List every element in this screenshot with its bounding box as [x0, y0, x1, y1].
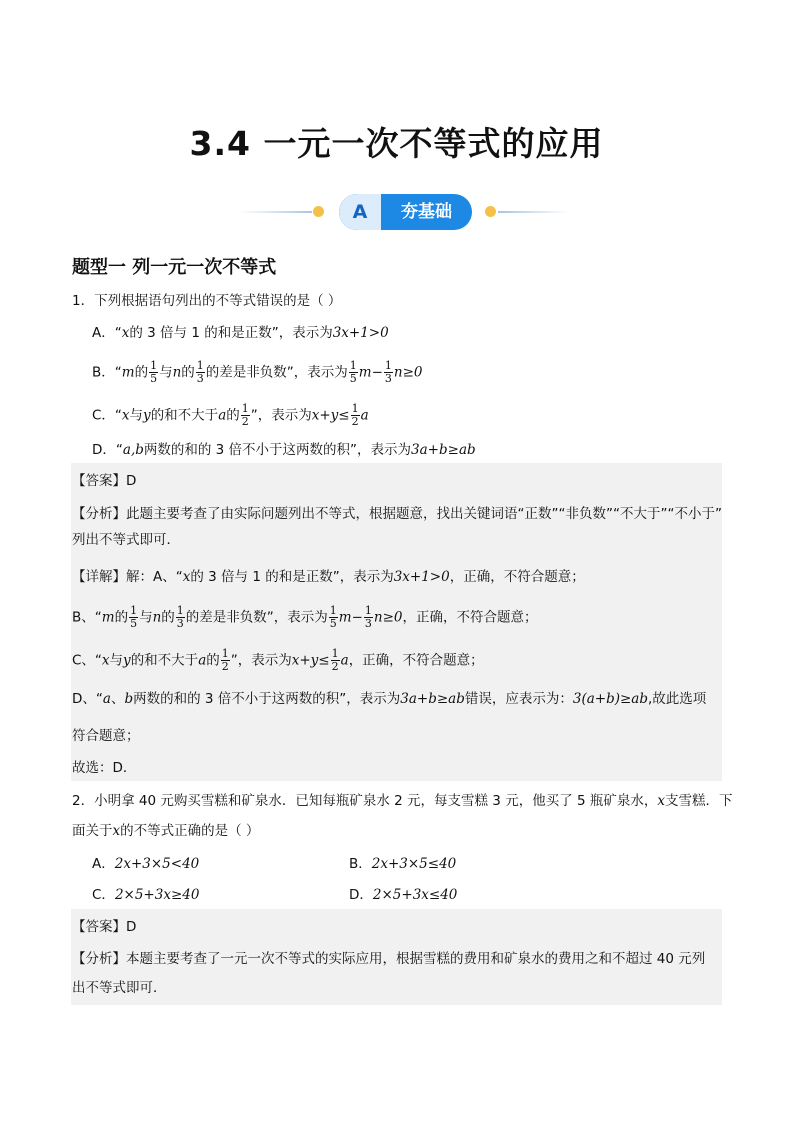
fraction: $\frac{1}{2}$: [331, 647, 339, 673]
fraction: $\frac{1}{2}$: [241, 402, 249, 428]
q1-analysis-line-2: 列出不等式即可．: [72, 532, 180, 548]
decorative-line-right: [498, 211, 570, 213]
fraction: $\frac{1}{2}$: [221, 647, 229, 673]
q1-detail-c: C、“x与y的和不大于a的 $\frac{1}{2}$ ”，表示为x+y≤ $\frac{1}{2}$ a，正确，不符合题意；: [72, 647, 484, 673]
q1-conclusion: 故选：D．: [72, 760, 137, 776]
badge-pill: [339, 194, 472, 230]
dot-left-icon: [313, 206, 324, 217]
q1-option-a: A．“x的 3 倍与 1 的和是正数”，表示为3x+1>0: [92, 325, 389, 341]
q1-detail-b: B、“m的 $\frac{1}{5}$ 与n的 $\frac{1}{3}$ 的差是非负数”，表示为 $\frac{1}{5}$ m− $\frac{1}{3}$ n≥0，正确，不符合题意；: [72, 604, 538, 630]
fraction: $\frac{1}{5}$: [349, 359, 357, 385]
q1-option-b: B．“m的 $\frac{1}{5}$ 与n的 $\frac{1}{3}$ 的差是非负数”，表示为 $\frac{1}{5}$ m− $\frac{1}{3}$ n≥0: [92, 359, 423, 385]
q1-option-c: C．“x与y的和不大于a的 $\frac{1}{2}$ ”，表示为x+y≤ $\frac{1}{2}$ a: [92, 402, 369, 428]
fraction: $\frac{1}{5}$: [329, 604, 337, 630]
q1-detail-d: D、“a、b两数的和的 3 倍不小于这两数的积”，表示为3a+b≥ab错误，应表示为：3(a+b)≥ab,故此选项: [72, 691, 707, 707]
q1-option-d: D．“a,b两数的和的 3 倍不小于这两数的积”，表示为3a+b≥ab: [92, 442, 476, 458]
question-1-stem: 1．下列根据语句列出的不等式错误的是（ ）: [72, 293, 342, 309]
q2-answer: 【答案】D: [72, 919, 137, 935]
fraction: $\frac{1}{5}$: [150, 359, 158, 385]
q2-option-c: C．2×5+3x≥40: [92, 887, 200, 903]
fraction: $\frac{1}{3}$: [384, 359, 392, 385]
fraction: $\frac{1}{3}$: [176, 604, 184, 630]
q2-analysis-line-1: 【分析】本题主要考查了一元一次不等式的实际应用，根据雪糕的费用和矿泉水的费用之和不超过 40 元列: [72, 951, 706, 967]
fraction: $\frac{1}{3}$: [196, 359, 204, 385]
decorative-line-left: [240, 211, 312, 213]
q1-detail-a: 【详解】解：A、“x的 3 倍与 1 的和是正数”，表示为3x+1>0，正确，不符合题意；: [72, 569, 585, 585]
fraction: $\frac{1}{2}$: [351, 402, 359, 428]
dot-right-icon: [485, 206, 496, 217]
badge-text: 夯基础: [401, 202, 452, 222]
q1-detail-d-continued: 符合题意；: [72, 728, 140, 744]
q2-analysis-line-2: 出不等式即可．: [72, 980, 167, 996]
q2-option-a: A．2x+3×5<40: [92, 856, 200, 872]
badge-letter: A: [339, 194, 381, 230]
page-title: 3.4 一元一次不等式的应用: [189, 124, 604, 163]
q1-answer: 【答案】D: [72, 473, 137, 489]
section-heading: 题型一 列一元一次不等式: [72, 257, 277, 278]
question-2-stem-line-2: 面关于x的不等式正确的是（ ）: [72, 823, 260, 839]
question-2-stem-line-1: 2．小明拿 40 元购买雪糕和矿泉水．已知每瓶矿泉水 2 元，每支雪糕 3 元，他买了 5 瓶矿泉水，x支雪糕．下: [72, 793, 733, 809]
q1-analysis-line-1: 【分析】此题主要考查了由实际问题列出不等式，根据题意，找出关键词语“正数”“非负数”“不大于”“不小于”: [72, 506, 722, 522]
q2-option-b: B．2x+3×5≤40: [349, 856, 457, 872]
fraction: $\frac{1}{3}$: [364, 604, 372, 630]
section-badge: [240, 194, 570, 230]
q2-option-d: D．2×5+3x≤40: [349, 887, 458, 903]
fraction: $\frac{1}{5}$: [130, 604, 138, 630]
